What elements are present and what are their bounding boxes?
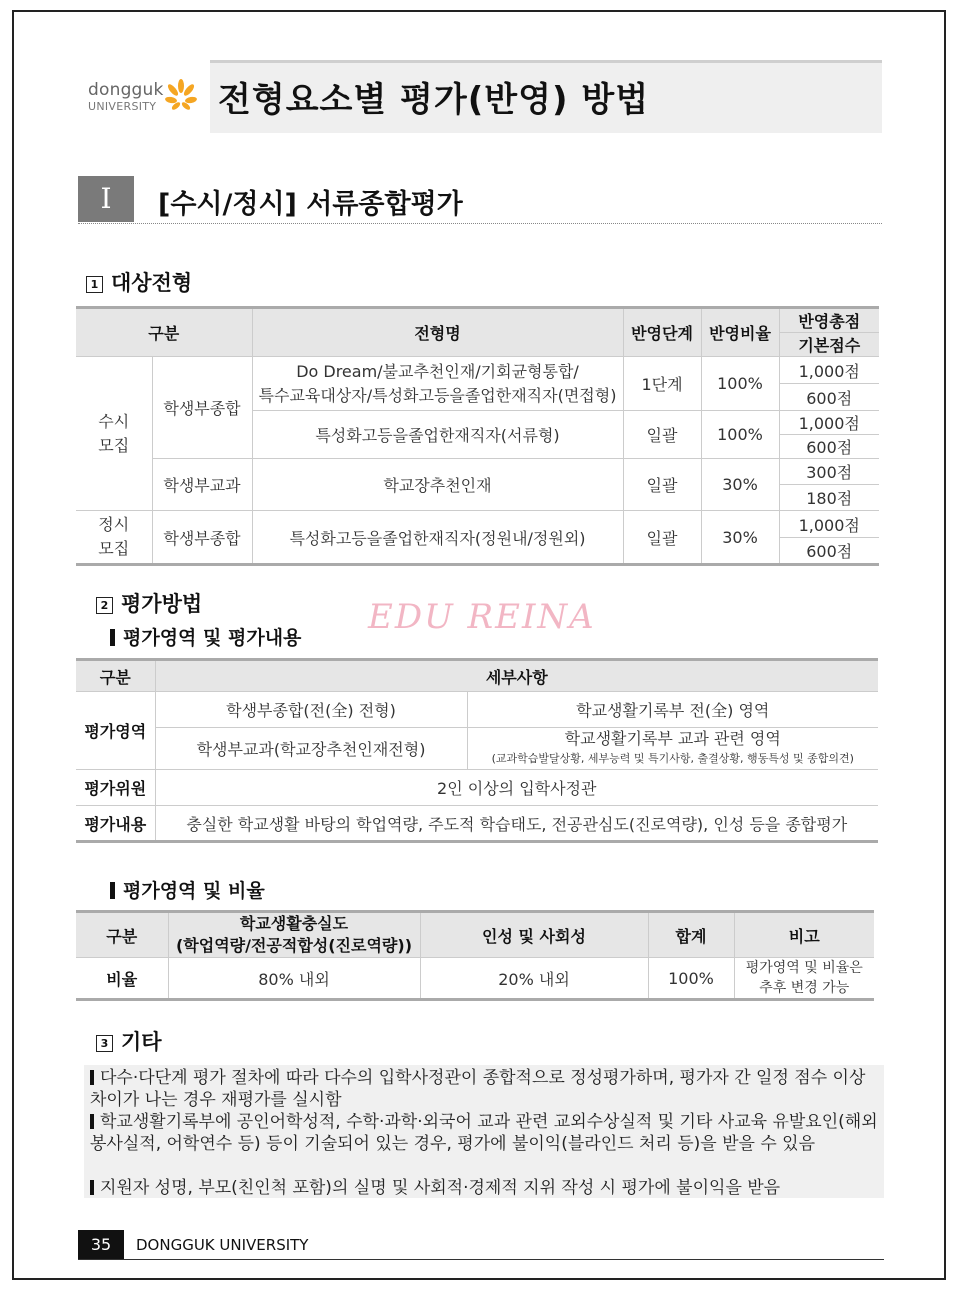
dongguk-logo xyxy=(86,80,206,120)
label-eval-content: 평가내용 xyxy=(76,806,155,842)
th-gubun: 구분 xyxy=(76,912,168,958)
watermark: EDU REINA xyxy=(368,597,596,637)
label-ratio: 비율 xyxy=(76,958,168,1000)
logo-main-text: dongguk xyxy=(88,80,164,100)
base-cell: 600점 xyxy=(779,538,879,565)
admission-name: 특성화고등을졸업한재직자(정원내/정원외) xyxy=(252,511,623,565)
section-title: [수시/정시] 서류종합평가 xyxy=(158,189,463,220)
ratio-cell: 30% xyxy=(701,459,779,511)
th-ratio: 반영비율 xyxy=(701,308,779,357)
section-divider xyxy=(78,223,882,224)
etc-item-1 xyxy=(90,1067,880,1111)
group-susi: 수시 모집 xyxy=(76,357,152,511)
stage-cell: 일괄 xyxy=(623,459,701,511)
area2-right-note: (교과학습발달상황, 세부능력 및 특기사항, 출결상황, 행동특성 및 종합의견) xyxy=(491,751,854,765)
footer-org: DONGGUK UNIVERSITY xyxy=(136,1236,309,1254)
total-cell: 1,000점 xyxy=(779,511,879,538)
label-eval-area: 평가영역 xyxy=(76,692,155,770)
area2-right-main: 학교생활기록부 교과 관련 영역 xyxy=(564,728,781,748)
bullet-bar xyxy=(110,882,115,899)
area2-right xyxy=(467,728,878,770)
bullet-bar xyxy=(110,629,115,646)
page-title: 전형요소별 평가(반영) 방법 xyxy=(218,80,650,120)
footer-divider xyxy=(78,1259,884,1260)
etc-item-3 xyxy=(90,1177,880,1199)
label-evaluator: 평가위원 xyxy=(76,770,155,806)
area2-left: 학생부교과(학교장추천인재전형) xyxy=(155,728,467,770)
etc-item-text: 지원자 성명, 부모(친인척 포함)의 실명 및 사회적·경제적 지위 작성 시 평가에 불이익을 받음 xyxy=(100,1178,781,1198)
etc-item-2 xyxy=(90,1111,880,1155)
subsection-1-title: 대상전형 xyxy=(111,271,193,295)
ratio-sum: 100% xyxy=(648,958,734,1000)
ratio-character: 20% 내외 xyxy=(420,958,648,1000)
bullet-bar xyxy=(90,1114,94,1129)
th-note: 비고 xyxy=(734,912,874,958)
page-number: 35 xyxy=(78,1230,124,1260)
evaluator-value: 2인 이상의 입학사정관 xyxy=(155,770,878,806)
subsection-2-heading xyxy=(96,588,202,618)
bullet-bar xyxy=(90,1070,94,1085)
stage-cell: 1단계 xyxy=(623,357,701,411)
bullet-bar xyxy=(90,1180,94,1195)
th-gubun: 구분 xyxy=(76,308,252,357)
etc-item-text: 학교생활기록부에 공인어학성적, 수학·과학·외국어 교과 관련 교외수상실적 및 기타 사교육 유발요인(해외봉사실적, 어학연수 등) 등이 기술되어 있는 경우, 평가에 불이익(블라인드 처리 등)을 받을 수 있음 xyxy=(90,1112,878,1154)
stage-cell: 일괄 xyxy=(623,511,701,565)
th-detail: 세부사항 xyxy=(155,660,878,692)
th-character: 인성 및 사회성 xyxy=(420,912,648,958)
admission-name: Do Dream/불교추천인재/기회균형통합/ 특수교육대상자/특성화고등을졸업한재직자(면접형) xyxy=(252,357,623,411)
lotus-icon xyxy=(164,78,198,112)
ratio-cell: 30% xyxy=(701,511,779,565)
total-cell: 300점 xyxy=(779,459,879,485)
evaluation-ratio-table xyxy=(76,910,874,1001)
th-stage: 반영단계 xyxy=(623,308,701,357)
eval-content-value: 충실한 학교생활 바탕의 학업역량, 주도적 학습태도, 전공관심도(진로역량), 인성 등을 종합평가 xyxy=(155,806,878,842)
area1-left: 학생부종합(전(全) 전형) xyxy=(155,692,467,728)
base-cell: 180점 xyxy=(779,485,879,511)
type-comprehensive: 학생부종합 xyxy=(152,511,252,565)
bullet-heading-area-ratio xyxy=(110,876,265,903)
ratio-cell: 100% xyxy=(701,411,779,459)
th-gubun: 구분 xyxy=(76,660,155,692)
bullet-heading-text: 평가영역 및 평가내용 xyxy=(123,627,302,649)
logo-sub-text: UNIVERSITY xyxy=(88,100,157,113)
ratio-school-life: 80% 내외 xyxy=(168,958,420,1000)
stage-cell: 일괄 xyxy=(623,411,701,459)
total-cell: 1,000점 xyxy=(779,411,879,435)
evaluation-area-table xyxy=(76,658,878,843)
subsection-3-title: 기타 xyxy=(121,1030,162,1054)
bullet-heading-area-content xyxy=(110,623,301,650)
area1-right: 학교생활기록부 전(全) 영역 xyxy=(467,692,878,728)
etc-item-text: 다수·다단계 평가 절차에 따라 다수의 입학사정관이 종합적으로 정성평가하며, 평가자 간 일정 점수 이상 차이가 나는 경우 재평가를 실시함 xyxy=(90,1068,866,1110)
th-total: 반영총점 xyxy=(779,308,879,333)
ratio-note: 평가영역 및 비율은 추후 변경 가능 xyxy=(734,958,874,1000)
th-school-life: 학교생활충실도 (학업역량/전공적합성(진로역량)) xyxy=(168,912,420,958)
subsection-2-title: 평가방법 xyxy=(121,592,203,616)
ratio-cell: 100% xyxy=(701,357,779,411)
sub-number-box: 1 xyxy=(86,276,103,293)
target-admissions-table xyxy=(76,306,879,566)
type-subject: 학생부교과 xyxy=(152,459,252,511)
admission-name: 학교장추천인재 xyxy=(252,459,623,511)
sub-number-box: 2 xyxy=(96,597,113,614)
section-numeral: I xyxy=(78,176,134,222)
base-cell: 600점 xyxy=(779,435,879,459)
th-name: 전형명 xyxy=(252,308,623,357)
group-jeongsi: 정시 모집 xyxy=(76,511,152,565)
sub-number-box: 3 xyxy=(96,1035,113,1052)
type-comprehensive: 학생부종합 xyxy=(152,357,252,459)
admission-name: 특성화고등을졸업한재직자(서류형) xyxy=(252,411,623,459)
subsection-1-heading xyxy=(86,267,192,297)
subsection-3-heading xyxy=(96,1026,162,1056)
bullet-heading-text: 평가영역 및 비율 xyxy=(123,880,265,902)
th-sum: 합계 xyxy=(648,912,734,958)
base-cell: 600점 xyxy=(779,384,879,411)
total-cell: 1,000점 xyxy=(779,357,879,384)
th-base: 기본점수 xyxy=(779,333,879,357)
